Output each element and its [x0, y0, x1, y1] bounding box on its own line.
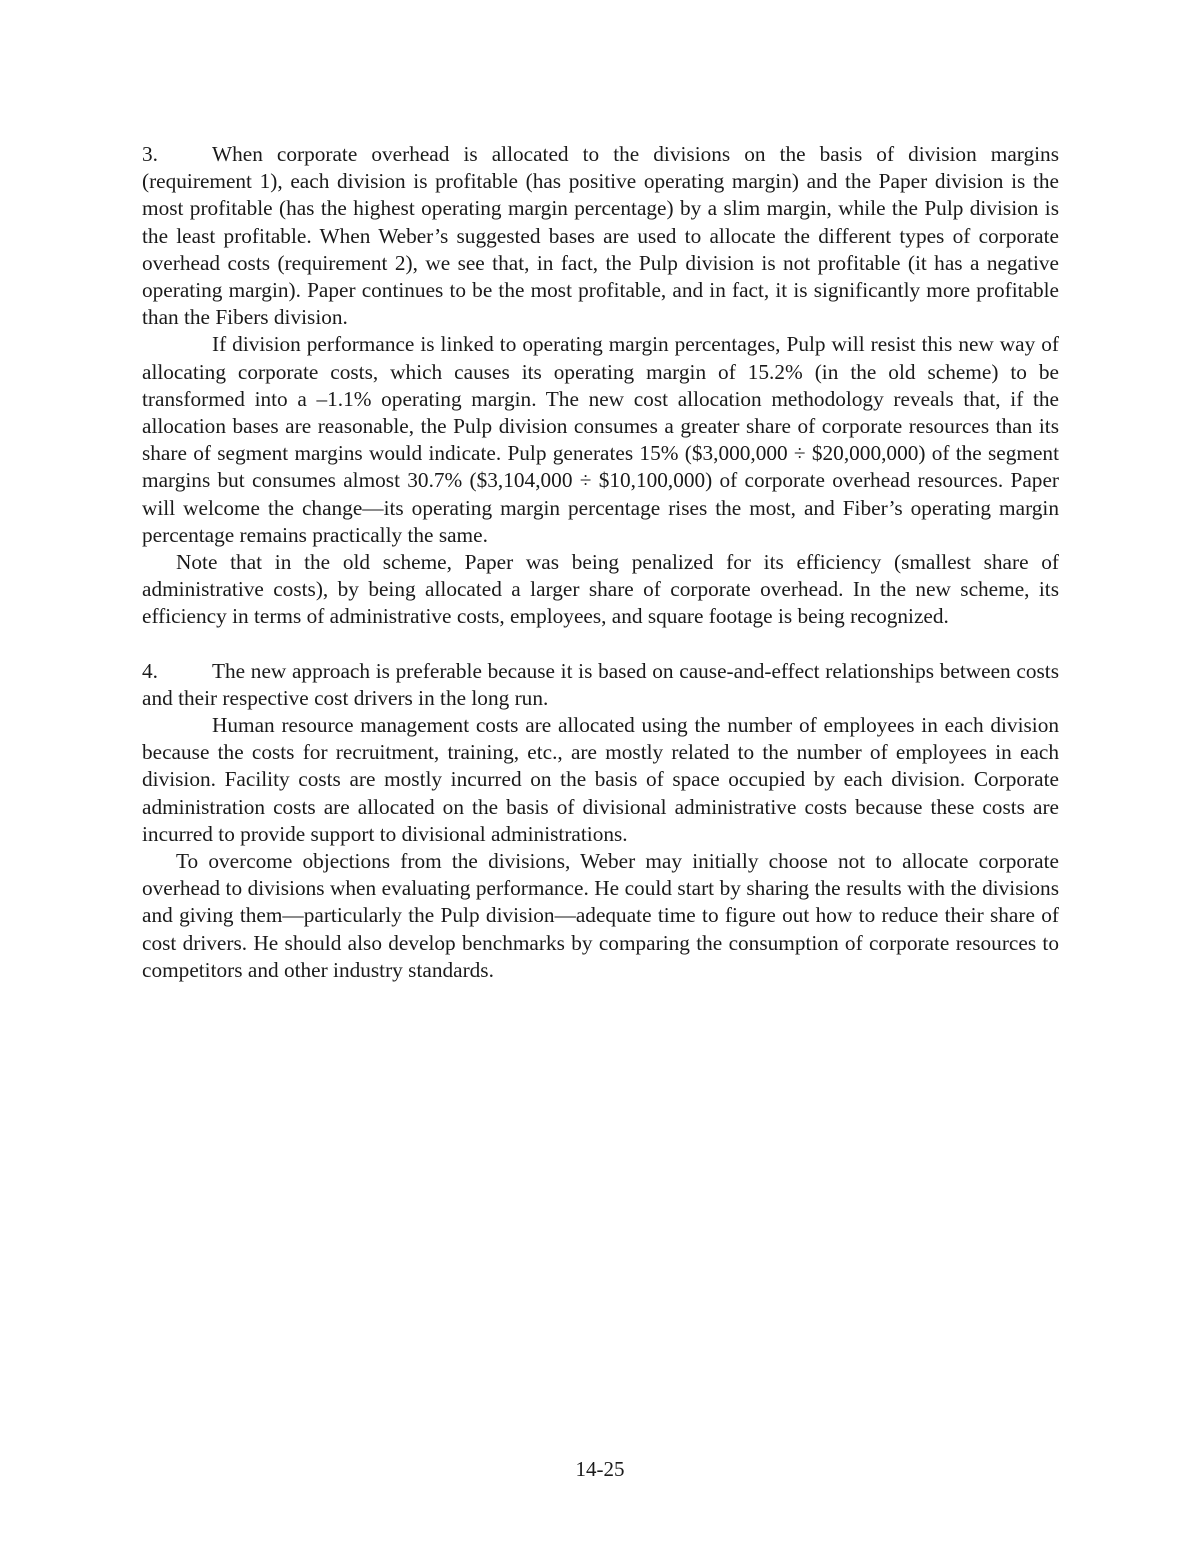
section-3-paragraph-2: If division performance is linked to operating margin percentages, Pulp will resist this new way of allocating corporate costs, which causes its operating margin of 15.2% (in the old scheme) to be transformed into a –1.1% operating margin. The new cost allocation methodology reveals that, if the allocation bases are reasonable, the Pulp division consumes a greater share of corporate resources than its share of segment margins would indicate. Pulp generates 15% ($3,000,000 ÷ $20,000,000) of the segment margins but consumes almost 30.7% ($3,104,000 ÷ $10,100,000) of corporate overhead resources. Paper will welcome the change—its operating margin percentage rises the most, and Fiber’s operating margin percentage remains practically the same.: [142, 332, 1059, 547]
section-4-text-1: The new approach is preferable because it is based on cause-and-effect relationships between costs and their respective cost drivers in the long run.: [142, 658, 1059, 710]
section-4-number: 4.: [142, 658, 158, 683]
page-number: 14-25: [575, 1457, 625, 1481]
section-3-number: 3.: [142, 142, 158, 166]
section-4-paragraph-3: To overcome objections from the divisions, Weber may initially choose not to allocate corporate overhead to divisions when evaluating performance. He could start by sharing the results with the divisions and giving them—particularly the Pulp division—adequate time to figure out how to reduce their share of cost drivers. He should also develop benchmarks by comparing the consumption of corporate resources to competitors and other industry standards.: [142, 849, 1059, 982]
section-gap: [142, 631, 1059, 658]
section-3-text-1: When corporate overhead is allocated to the divisions on the basis of division margins (requirement 1), each division is profitable (has positive operating margin) and the Paper division is the most profitable (has the highest operating margin percentage) by a slim margin, while the Pulp division is the least profitable. When Weber’s suggested bases are used to allocate the different types of corporate overhead costs (requirement 2), we see that, in fact, the Pulp division is not profitable (it has a negative operating margin). Paper continues to be the most profitable, and in fact, it is significantly more profitable than the Fibers division.: [142, 142, 1059, 330]
section-3-paragraph-3: Note that in the old scheme, Paper was being penalized for its efficiency (smallest share of administrative costs), by being allocated a larger share of corporate overhead. In the new scheme, its efficiency in terms of administrative costs, employees, and square footage is being recognized.: [142, 550, 1059, 629]
document-body: [142, 141, 1059, 984]
section-4-paragraph-1: [142, 658, 1059, 712]
section-3-paragraph-1: [142, 141, 1059, 331]
section-4-paragraph-2: Human resource management costs are allocated using the number of employees in each division because the costs for recruitment, training, etc., are mostly related to the number of employees in each division. Facility costs are mostly incurred on the basis of space occupied by each division. Corporate administration costs are allocated on the basis of divisional administrative costs because these costs are incurred to provide support to divisional administrations.: [142, 713, 1059, 846]
